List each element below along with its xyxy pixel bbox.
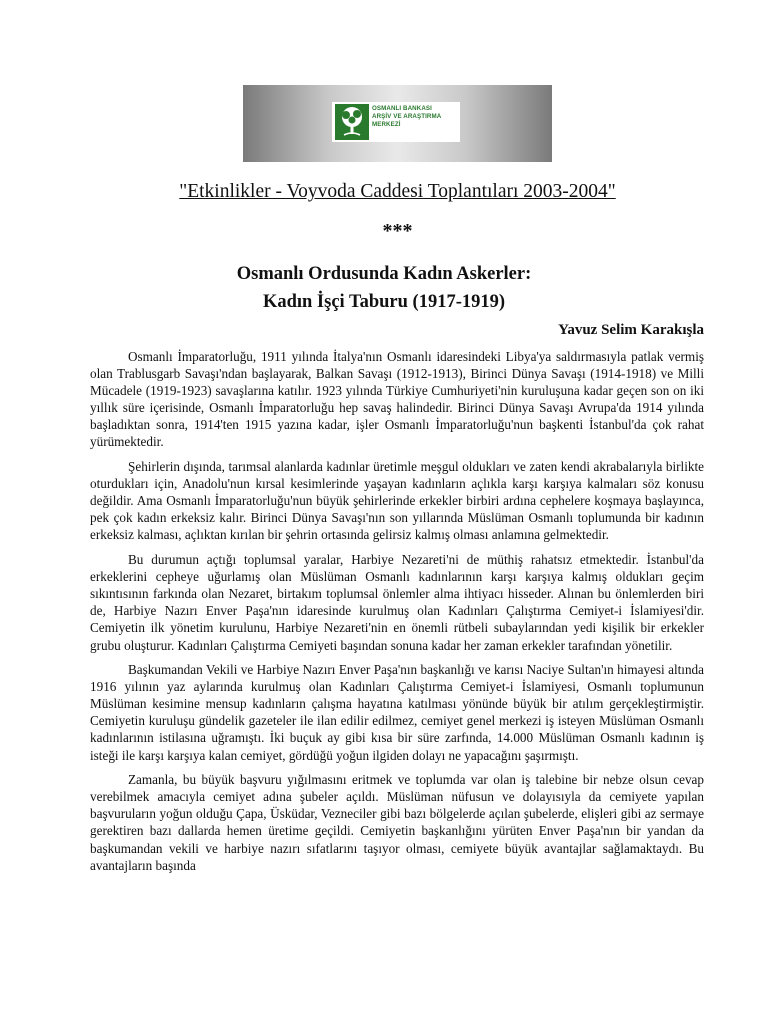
article-title: Osmanlı Ordusunda Kadın Askerler:	[236, 264, 532, 284]
header-banner	[243, 85, 552, 162]
paragraph: Şehirlerin dışında, tarımsal alanlarda kadınlar üretimle meşgul oldukları ve zaten kendi akrabalarıyla birlikte oturdukları için, Anadolu'nun kırsal kesimlerinde yaşayan kadınların açlıkla karşı karşıya kalmaları söz konusu değildir. Ama Osmanlı İmparatorluğu'nun büyük şehirlerinde erkekler birbiri ardına cephelere koşmaya başlayınca, pek çok kadın erkeksiz kalır. Birinci Dünya Savaşı'nın son yıllarında Müslüman Osmanlı toplumunda bir kadının erkeksiz kalması, açlıktan kırılan bir şehrin ortasında gelirsiz kalmış olması anlamına gelmektedir.	[90, 459, 704, 543]
article-body	[90, 348, 704, 881]
paragraph: Osmanlı İmparatorluğu, 1911 yılında İtalya'nın Osmanlı idaresindeki Libya'ya saldırmasıyla patlak vermiş olan Trablusgarb Savaşı'ndan başlayarak, Balkan Savaşı (1912-1913), Birinci Dünya Savaşı (1914-1918) ve Milli Mücadele (1919-1923) savaşlarına katılır. 1923 yılında Türkiye Cumhuriyeti'nin kuruluşuna kadar geçen son on iki yıllık süre içerisinde, Osmanlı İmparatorluğu hep savaş halindedir. Birinci Dünya Savaşı Avrupa'da 1914 yılında başladıktan sonra, 1914'ten 1915 yazına kadar, işler Osmanlı İmparatorluğu'nun başkenti İstanbul'da çok rahat yürümektedir.	[90, 349, 704, 450]
tree-icon	[335, 104, 369, 140]
logo-text: OSMANLI BANKASI ARŞİV VE ARAŞTIRMA MERKEZİ	[372, 105, 442, 128]
paragraph: Zamanla, bu büyük başvuru yığılmasını eritmek ve toplumda var olan iş talebine bir nebze olsun cevap verebilmek amacıyla cemiyet adına şubeler açıldı. Müslüman nüfusun ve dolayısıyla da cemiyete yapılan başvuruların yoğun olduğu Çapa, Üsküdar, Vezneciler gibi bazı bölgelerde açılan şubelerde, elişleri gibi az sermaye gerektiren bazı dallarda hemen üretime geçildi. Cemiyetin başkanlığını yürüten Enver Paşa'nın bir yandan da başkumandan vekili ve harbiye nazırı sıfatlarını taşıyor olması, cemiyete büyük avantajlar sağlamaktaydı. Bu avantajların başında	[90, 772, 704, 873]
article-subtitle: Kadın İşçi Taburu (1917-1919)	[262, 292, 506, 312]
article-author: Yavuz Selim Karakışla	[558, 322, 704, 338]
paragraph: Başkumandan Vekili ve Harbiye Nazırı Enver Paşa'nın başkanlığı ve karısı Naciye Sultan'ın himayesi altında 1916 yılının yaz aylarında kurulmuş olan Kadınları Çalıştırma Cemiyet-i İslamiyesi, Osmanlı toplumunun Müslüman kesimine mensup kadınların çalışma hayatına katılması yönünde büyük bir atılım gerçekleştirmiştir. Cemiyetin kuruluşu gündelik gazeteler ile ilan edilir edilmez, cemiyet genel merkezi iş isteyen Müslüman Osmanlı kadınlarının istilasına uğramıştı. İki buçuk ay gibi kısa bir süre zarfında, 14.000 Müslüman Osmanlı kadının iş isteği ile karşı karşıya kalan cemiyet, gördüğü yoğun ilgiden dolayı ne yapacağını şaşırmıştı.	[90, 662, 704, 763]
institution-logo	[332, 102, 460, 142]
section-separator: ***	[382, 220, 413, 242]
paragraph: Bu durumun açtığı toplumsal yaralar, Harbiye Nezareti'ni de müthiş rahatsız etmektedir. İstanbul'da erkeklerini cepheye uğurlamış olan Müslüman Osmanlı kadınlarının karşı karşıya kalmış oldukları geçim sıkıntısının farkında olan Nezaret, birtakım toplumsal önlemler alma ihtiyacı hisseder. Alınan bu önlemlerden biri de, Harbiye Nazırı Enver Paşa'nın idaresinde kurulmuş olan Kadınları Çalıştırma Cemiyet-i İslamiyesi'dir. Cemiyetin ilk yönetim kurulunu, Harbiye Nezareti'nin en önemli rütbeli subaylarından yedi kişilik bir erkekler grubu oluşturur. Kadınları Çalıştırma Cemiyeti başından sonuna kadar her zaman erkekler tarafından yönetilir.	[90, 552, 704, 653]
series-title: "Etkinlikler - Voyvoda Caddesi Toplantıları 2003-2004"	[179, 181, 616, 202]
